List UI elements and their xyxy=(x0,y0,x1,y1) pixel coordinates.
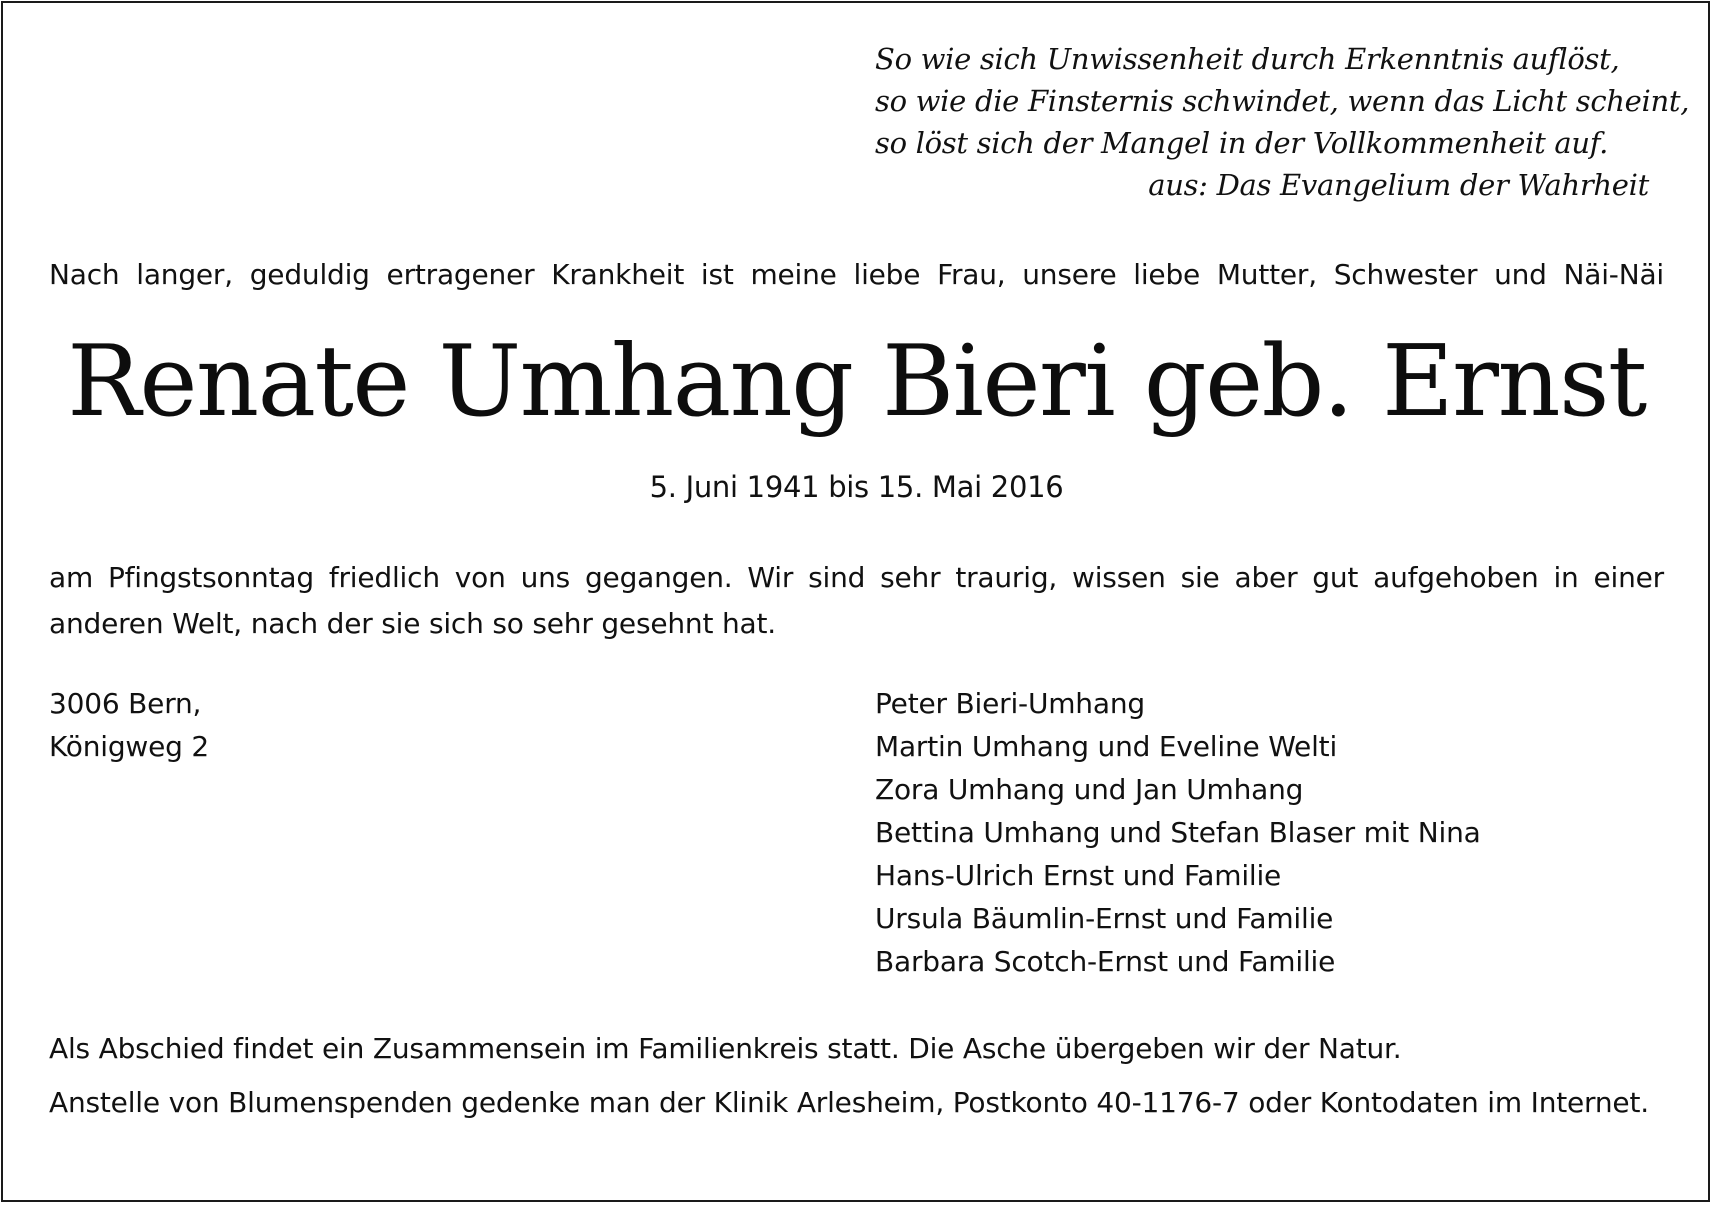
epigraph-quote xyxy=(875,38,1690,206)
mourner-entry: Ursula Bäumlin-Ernst und Familie xyxy=(875,902,1334,935)
quote-line: so löst sich der Mangel in der Vollkommenheit auf. xyxy=(875,126,1609,160)
intro-text: Nach langer, geduldig ertragener Krankheit ist meine liebe Frau, unsere liebe Mutter, Schwester und Näi-Näi xyxy=(49,258,1664,291)
passing-text: am Pfingstsonntag friedlich von uns gegangen. Wir sind sehr traurig, wissen sie aber gut aufgehoben in einer anderen Welt, nach der sie sich so sehr gesehnt hat. xyxy=(49,561,1664,640)
life-dates: 5. Juni 1941 bis 15. Mai 2016 xyxy=(649,470,1064,504)
deceased-name: Renate Umhang Bieri geb. Ernst xyxy=(67,325,1646,439)
mourner-entry: Peter Bieri-Umhang xyxy=(875,687,1145,720)
farewell-text: Als Abschied findet ein Zusammensein im Familienkreis statt. Die Asche übergeben wir der Natur. xyxy=(49,1032,1402,1065)
mourner-entry: Barbara Scotch-Ernst und Familie xyxy=(875,945,1336,978)
quote-line: so wie die Finsternis schwindet, wenn das Licht scheint, xyxy=(875,84,1690,118)
donation-text: Anstelle von Blumenspenden gedenke man der Klinik Arlesheim, Postkonto 40-1176-7 oder Kontodaten im Internet. xyxy=(49,1086,1649,1119)
family-address xyxy=(49,682,209,768)
mourner-entry: Bettina Umhang und Stefan Blaser mit Nina xyxy=(875,816,1481,849)
mourners-list xyxy=(875,682,1481,983)
address-line-street: Königweg 2 xyxy=(49,730,210,763)
mourner-entry: Zora Umhang und Jan Umhang xyxy=(875,773,1304,806)
address-line-city: 3006 Bern, xyxy=(49,687,202,720)
quote-line: So wie sich Unwissenheit durch Erkenntnis auflöst, xyxy=(875,42,1620,76)
mourner-entry: Martin Umhang und Eveline Welti xyxy=(875,730,1338,763)
quote-source: aus: Das Evangelium der Wahrheit xyxy=(1148,168,1649,202)
mourner-entry: Hans-Ulrich Ernst und Familie xyxy=(875,859,1282,892)
